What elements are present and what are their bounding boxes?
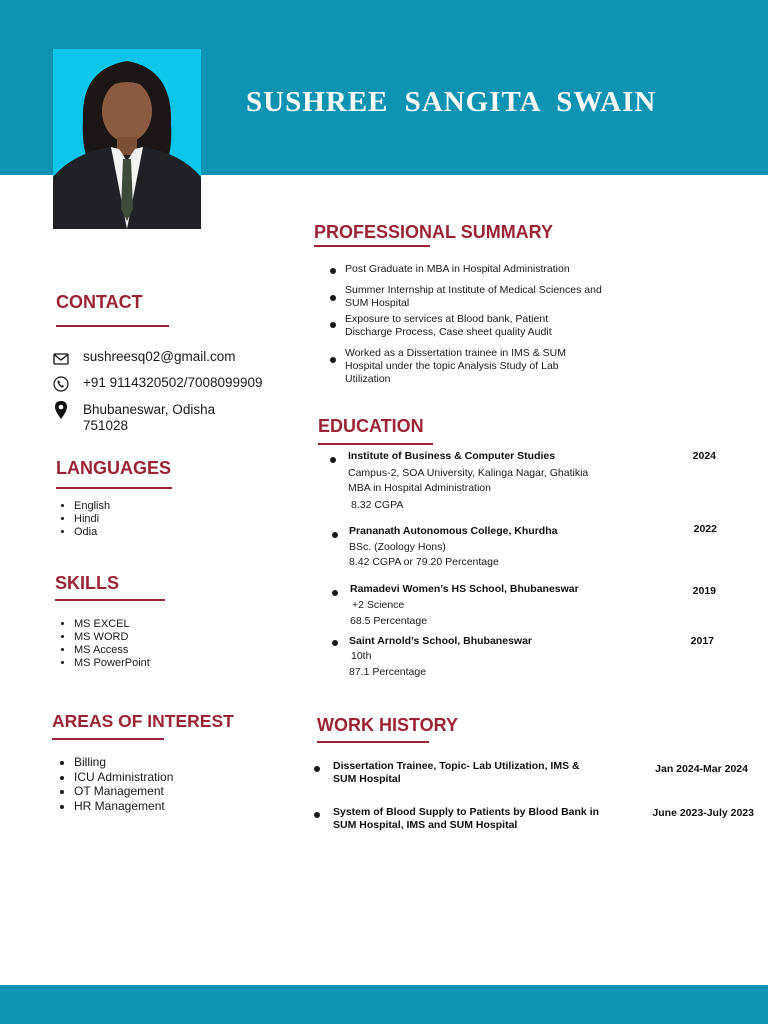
- summary-item: Exposure to services at Blood bank, Patient Discharge Process, Case sheet quality Audit: [345, 313, 552, 338]
- contact-phone[interactable]: +91 9114320502/7008099909: [83, 375, 263, 390]
- contact-email[interactable]: sushreesq02@gmail.com: [83, 349, 236, 364]
- education-year: 2017: [690, 635, 714, 647]
- summary-item: Post Graduate in MBA in Hospital Administration: [345, 263, 570, 275]
- list-item: • Billing: [74, 755, 173, 770]
- list-item: • MS EXCEL: [74, 618, 150, 631]
- education-school: Prananath Autonomous College, Khurdha: [349, 525, 558, 537]
- summary-item: Worked as a Dissertation trainee in IMS & SUM Hospital under the topic Analysis Study of Lab Utilization: [345, 347, 566, 385]
- contact-heading: CONTACT: [56, 292, 143, 312]
- list-item: • ICU Administration: [74, 770, 173, 785]
- list-item: • MS Access: [74, 644, 150, 657]
- education-detail: Campus-2, SOA University, Kalinga Nagar, Ghatikia: [348, 467, 589, 479]
- interests-list: [54, 755, 173, 813]
- list-item: • MS WORD: [74, 631, 150, 644]
- bullet-dot: [330, 268, 336, 274]
- list-item: • HR Management: [74, 799, 173, 814]
- bullet-dot: [332, 640, 338, 646]
- education-school: Saint Arnold’s School, Bhubaneswar: [349, 635, 532, 647]
- education-detail: 10th: [351, 650, 372, 662]
- education-year: 2019: [692, 585, 716, 597]
- list-item: • Hindi: [74, 513, 110, 526]
- education-detail: 8.32 CGPA: [351, 499, 404, 511]
- work-role: System of Blood Supply to Patients by Blood Bank in SUM Hospital, IMS and SUM Hospital: [333, 806, 600, 831]
- bullet-dot: [330, 457, 336, 463]
- contact-address-line1: Bhubaneswar, Odisha: [83, 402, 216, 417]
- work-dates: June 2023-July 2023: [652, 807, 754, 819]
- mail-icon: [53, 351, 69, 367]
- summary-item: Summer Internship at Institute of Medical Sciences and SUM Hospital: [345, 284, 602, 309]
- interests-heading: AREAS OF INTEREST: [52, 711, 234, 731]
- work-rule: [317, 741, 429, 743]
- work-role: Dissertation Trainee, Topic- Lab Utilization, IMS & SUM Hospital: [333, 760, 580, 785]
- summary-heading: PROFESSIONAL SUMMARY: [314, 222, 554, 242]
- education-rule: [318, 443, 433, 445]
- summary-rule: [314, 245, 430, 247]
- bullet-dot: [314, 766, 320, 772]
- skills-heading: SKILLS: [55, 573, 120, 593]
- skills-rule: [55, 599, 165, 601]
- education-school: Ramadevi Women’s HS School, Bhubaneswar: [350, 583, 579, 595]
- education-school: Institute of Business & Computer Studies: [348, 450, 556, 462]
- bullet-dot: [332, 590, 338, 596]
- list-item: • OT Management: [74, 784, 173, 799]
- profile-photo: [53, 49, 201, 229]
- map-pin-icon: [53, 400, 69, 420]
- languages-list: [54, 500, 110, 539]
- languages-rule: [56, 487, 172, 489]
- education-detail: MBA in Hospital Administration: [348, 482, 491, 494]
- footer-band: [0, 985, 768, 1024]
- bullet-dot: [330, 357, 336, 363]
- list-item: • MS PowerPoint: [74, 657, 150, 670]
- list-item: • Odia: [74, 526, 110, 539]
- bullet-dot: [314, 812, 320, 818]
- bullet-dot: [332, 532, 338, 538]
- skills-list: [54, 618, 150, 670]
- bullet-dot: [330, 322, 336, 328]
- bullet-dot: [330, 295, 336, 301]
- education-heading: EDUCATION: [318, 416, 424, 436]
- education-detail: 68.5 Percentage: [350, 615, 428, 627]
- languages-heading: LANGUAGES: [56, 458, 172, 478]
- work-dates: Jan 2024-Mar 2024: [655, 763, 748, 775]
- education-detail: 87.1 Percentage: [349, 666, 427, 678]
- phone-icon: [53, 376, 69, 392]
- work-heading: WORK HISTORY: [317, 715, 459, 735]
- contact-rule: [56, 325, 169, 327]
- interests-rule: [52, 738, 164, 740]
- education-detail: +2 Science: [352, 599, 405, 611]
- list-item: • English: [74, 500, 110, 513]
- education-year: 2024: [692, 450, 716, 462]
- education-detail: 8.42 CGPA or 79.20 Percentage: [349, 556, 499, 568]
- contact-address-line2: 751028: [83, 418, 129, 433]
- candidate-name: SUSHREE SANGITA SWAIN: [246, 86, 657, 118]
- education-year: 2022: [693, 523, 717, 535]
- education-detail: BSc. (Zoology Hons): [349, 541, 446, 553]
